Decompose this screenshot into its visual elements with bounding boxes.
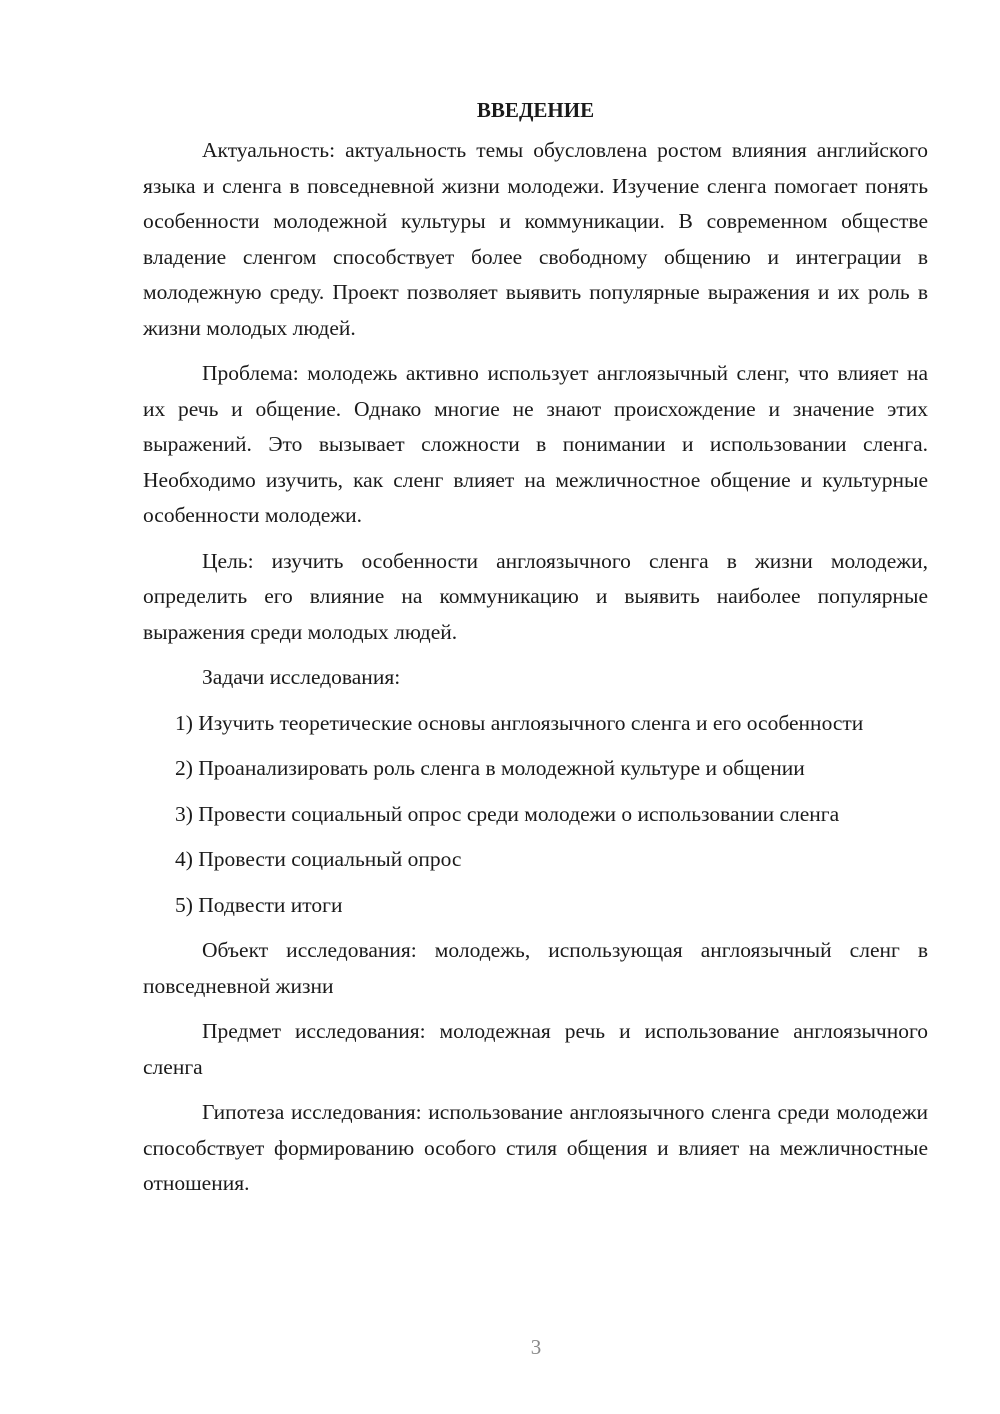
section-title: ВВЕДЕНИЕ [476,98,595,122]
task-item-4: 4) Провести социальный опрос [175,847,462,871]
task-item-3: 3) Провести социальный опрос среди молодежи о использовании сленга [175,801,840,826]
paragraph-object: Объект исследования: молодежь, использующая англоязычный сленг в повседневной жизни [143,938,928,998]
page-number: 3 [530,1335,542,1359]
paragraph-problem: Проблема: молодежь активно использует англоязычный сленг, что влияет на их речь и общение. Однако многие не знают происхождение и значение этих выражений. Это вызывает сложности в понимании и использовании сленга. Необходимо изучить, как сленг влияет на межличностное общение и культурные особенности молодежи. [143,361,928,527]
tasks-heading: Задачи исследования: [202,665,401,689]
paragraph-goal: Цель: изучить особенности англоязычного сленга в жизни молодежи, определить его влияние на коммуникацию и выявить наиболее популярные выражения среди молодых людей. [143,548,928,644]
paragraph-subject: Предмет исследования: молодежная речь и использование англоязычного сленга [143,1019,928,1079]
paragraph-hypothesis: Гипотеза исследования: использование англоязычного сленга среди молодежи способствует формированию особого стиля общения и влияет на межличностные отношения. [143,1100,928,1195]
task-item-1: 1) Изучить теоретические основы англоязычного сленга и его особенности [175,710,864,735]
task-item-2: 2) Проанализировать роль сленга в молодежной культуре и общении [175,756,805,780]
task-item-5: 5) Подвести итоги [175,892,343,917]
page-content [143,97,928,1212]
paragraph-relevance: Актуальность: актуальность темы обусловлена ростом влияния английского языка и сленга в повседневной жизни молодежи. Изучение сленга помогает понять особенности молодежной культуры и коммуникации. В современном обществе владение сленгом способствует более свободному общению и интеграции в молодежную среду. Проект позволяет выявить популярные выражения и их роль в жизни молодых людей. [143,138,928,340]
